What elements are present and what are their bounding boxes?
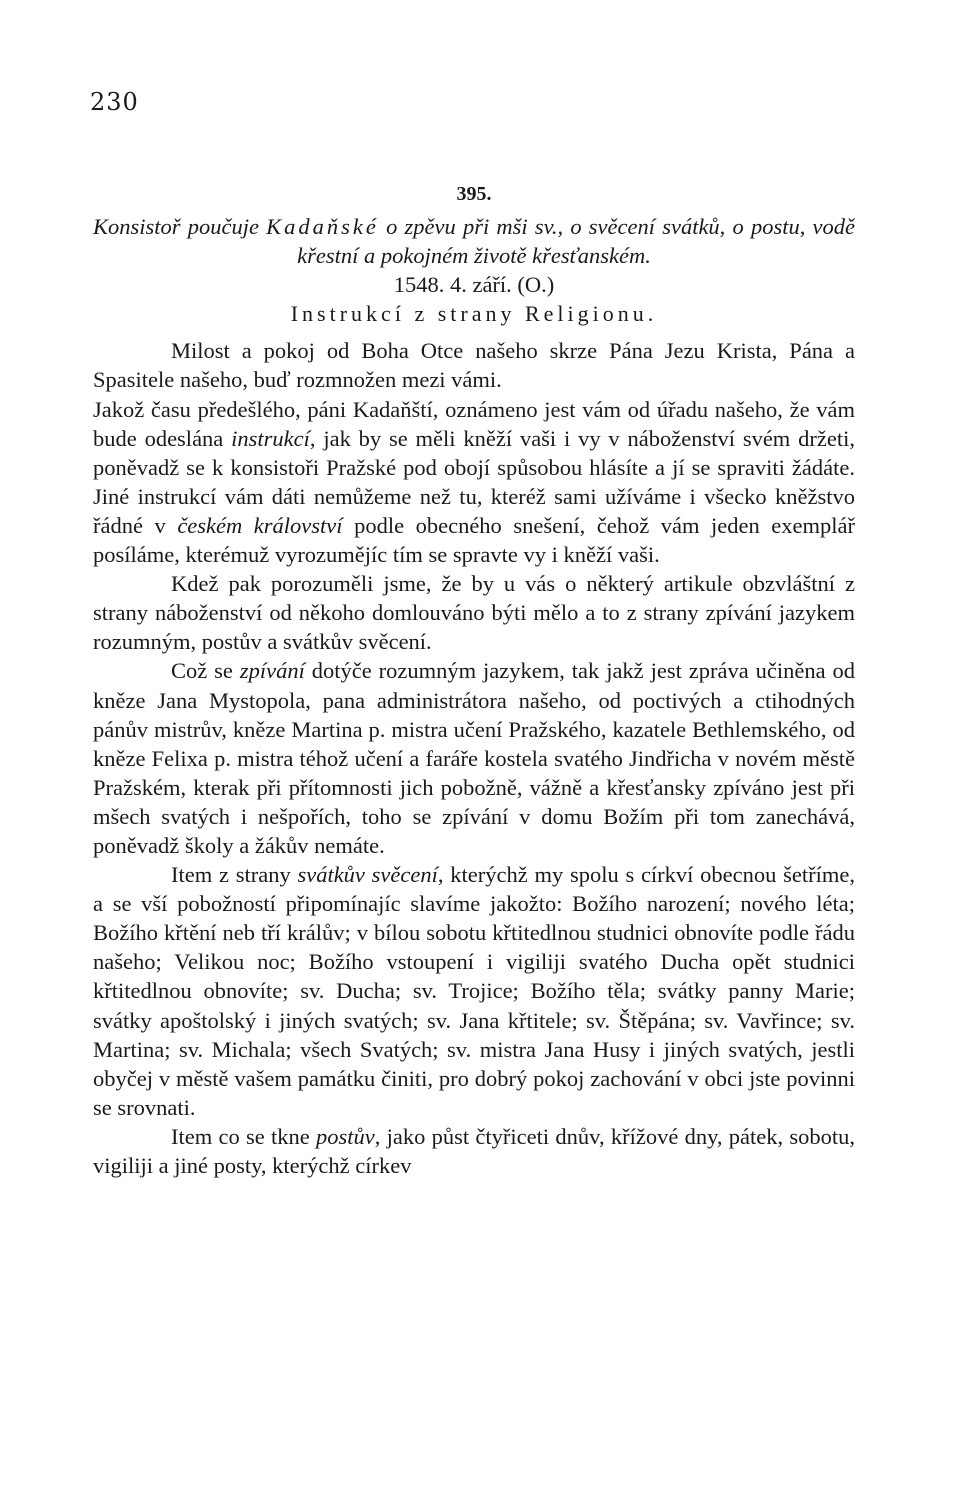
emphasized-text: instrukcí: [231, 425, 310, 451]
subtitle: Instrukcí z strany Religionu.: [290, 301, 658, 327]
text-run: Item co se tkne: [171, 1123, 317, 1149]
paragraph-p4: [93, 656, 855, 860]
date-line: 1548. 4. září. (O.): [393, 272, 555, 298]
text-run: dotýče rozumným jazykem, tak jakž jest zpráva učiněna od kněze Jana Mystopola, pana administrátora našeho, od poctivých a ctihodných pánův mistrův, kněze Martina p. mistra učení Pražského, kazatele Bethlemského, od kněze Felixa p. mistra téhož učení a faráře kostela svatého Jindřicha v novém městě Pražském, kterak při přítomnosti jich pobožně, vážně a křesťansky zpíváno jest při mšech svatých i nešpořích, toho se zpívání v domu Božím při tom zanechává, poněvadž školy a žákův nemáte.: [93, 658, 855, 858]
heading-part-2: o zpěvu při mši sv., o svěcení svátků, o postu, vodě křestní a pokojném životě křesťanském.: [297, 214, 855, 269]
emphasized-text: postův: [316, 1123, 375, 1149]
page-content: [93, 180, 855, 1180]
text-run: , jak by se měli kněží vaši i vy v náboženství svém držeti, poněvadž se k konsistoři Pražské pod obojí spůsobou hlásíte a jí se spraviti žádáte. Jiné instrukcí vám dáti nemůžeme než tu, kteréž sami užíváme i všecko kněžstvo řádné v: [93, 425, 855, 538]
text-run: , kterýchž my spolu s církví obecnou šetříme, a se vší pobožností připomínajíc slavíme jakožto: Božího narození; nového léta; Božího křtění neb tří králův; v bílou sobotu křtitedlnou studnici obnovíte podle řádu našeho; Velikou noc; Božího vstoupení i vigiliji svatého Ducha opět studnici křtitedlnou obnovíte; sv. Ducha; sv. Trojice; Božího těla; svátky panny Marie; svátky apoštolský i jiných svatých; sv. Jana křtitele; sv. Štěpána; sv. Vavřince; sv. Martina; sv. Michala; všech Svatých; sv. mistra Jana Husy i jiných svatých, jestli obyčej v městě vašem památku činiti, pro dobrý pokoj zachování v obci jste povinni se srovnati.: [93, 862, 855, 1120]
paragraph-p6: [93, 1122, 855, 1180]
paragraph-p2: [93, 395, 855, 570]
text-run: Milost a pokoj od Boha Otce našeho skrze Pána Jezu Krista, Pána a Spasitele našeho, buď rozmnožen mezi vámi.: [93, 338, 855, 393]
emphasized-text: zpívání: [239, 658, 305, 684]
heading-town-name: Kadaňské: [266, 214, 379, 239]
document-number: 395.: [456, 183, 492, 205]
text-run: Kdež pak porozuměli jsme, že by u vás o některý artikule obzvláštní z strany náboženství od někoho domlouváno býti mělo a to z strany zpívání jazykem rozumným, postův a svátkův svěcení.: [93, 571, 855, 655]
emphasized-text: českém království: [177, 512, 343, 538]
body-text: [93, 336, 855, 1180]
text-run: Jakož času předešlého, páni Kadaňští, oznámeno jest vám od úřadu našeho, že vám bude odeslána: [93, 396, 855, 451]
emphasized-text: svátkův svěcení: [297, 862, 438, 888]
paragraph-p1: [93, 336, 855, 394]
text-run: Což se: [171, 658, 240, 684]
text-run: Item z strany: [171, 862, 298, 888]
page-number: 230: [90, 88, 139, 116]
paragraph-p5: [93, 860, 855, 1122]
paragraph-p3: [93, 569, 855, 656]
document-heading: [93, 212, 855, 270]
text-run: , jako půst čtyřiceti dnův, křížové dny, pátek, sobotu, vigiliji a jiné posty, kterýchž církev: [93, 1123, 855, 1178]
heading-part-1: Konsistoř poučuje: [93, 214, 267, 239]
text-run: podle obecného snešení, čehož vám jeden exemplář posíláme, kterémuž vyrozumějíc tím se spravte vy i kněží vaši.: [93, 512, 856, 568]
